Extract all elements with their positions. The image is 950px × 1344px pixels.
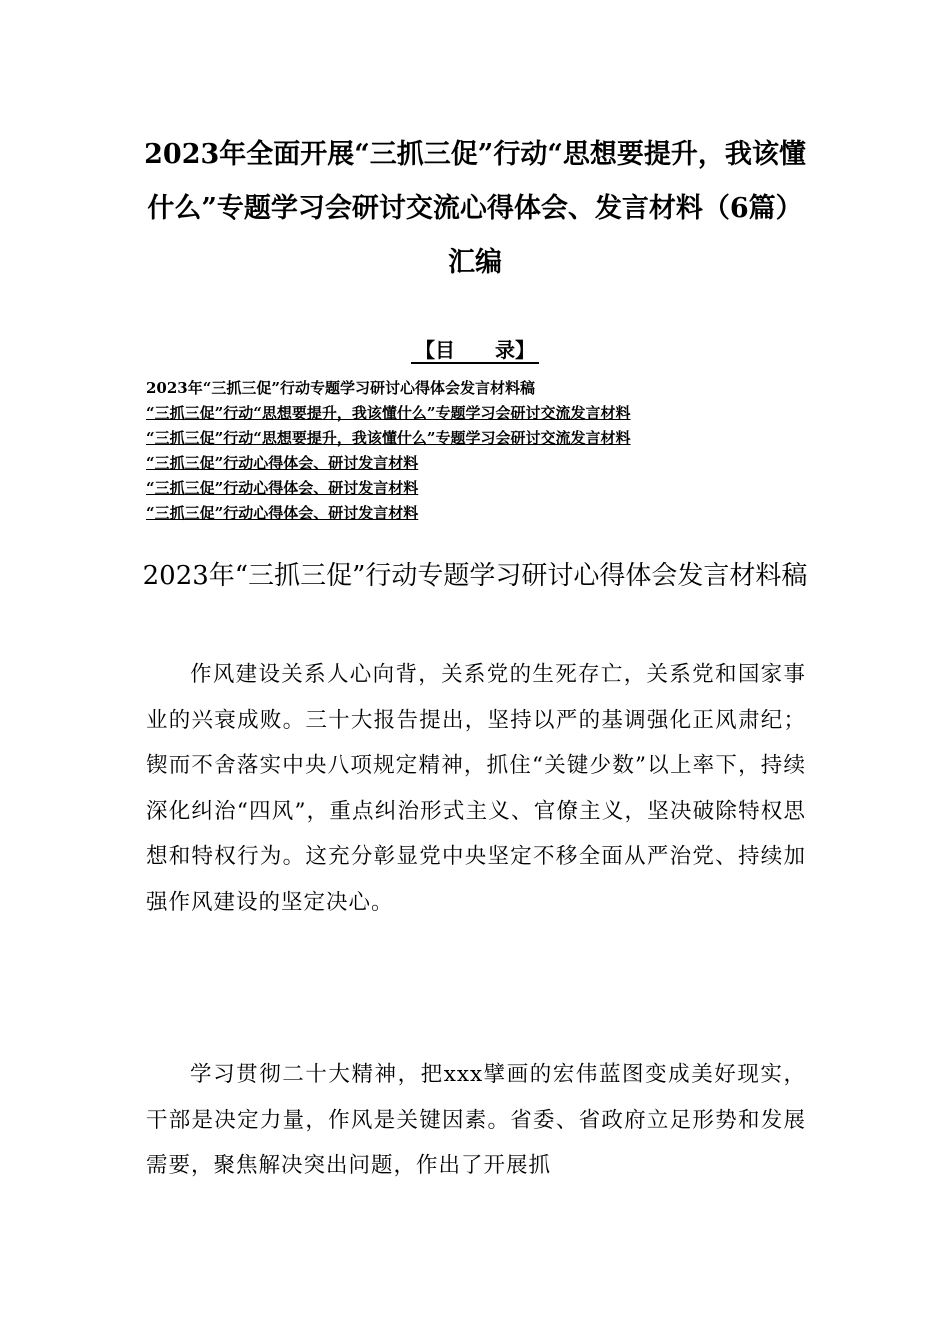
toc-item[interactable]: “三抓三促”行动心得体会、研讨发言材料 — [146, 504, 419, 522]
table-of-contents — [146, 376, 826, 526]
toc-item[interactable]: 2023年“三抓三促”行动专题学习研讨心得体会发言材料稿 — [146, 379, 536, 397]
toc-item[interactable]: “三抓三促”行动“思想要提升，我该懂什么”专题学习会研讨交流发言材料 — [146, 429, 631, 447]
document-title: 2023年全面开展“三抓三促”行动“思想要提升，我该懂什么”专题学习会研讨交流心得体会、发言材料（6篇）汇编 — [144, 139, 806, 278]
toc-heading-label: 【目 录】 — [411, 338, 539, 364]
toc-item[interactable]: “三抓三促”行动“思想要提升，我该懂什么”专题学习会研讨交流发言材料 — [146, 404, 631, 422]
toc-item[interactable]: “三抓三促”行动心得体会、研讨发言材料 — [146, 454, 419, 472]
toc-heading — [0, 332, 950, 368]
toc-item[interactable]: “三抓三促”行动心得体会、研讨发言材料 — [146, 479, 419, 497]
section-title: 2023年“三抓三促”行动专题学习研讨心得体会发言材料稿 — [142, 561, 808, 591]
body-paragraph: 作风建设关系人心向背，关系党的生死存亡，关系党和国家事业的兴衰成败。三十大报告提出，坚持以严的基调强化正风肃纪；锲而不舍落实中央八项规定精神，抓住“关键少数”以上率下，持续深化纠治“四风”，重点纠治形式主义、官僚主义，坚决破除特权思想和特权行为。这充分彰显党中央坚定不移全面从严治党、持续加强作风建设的坚定决心。 — [146, 662, 806, 915]
body-paragraph: 学习贯彻二十大精神，把xxx擘画的宏伟蓝图变成美好现实，干部是决定力量，作风是关键因素。省委、省政府立足形势和发展需要，聚焦解决突出问题，作出了开展抓 — [146, 1062, 806, 1178]
